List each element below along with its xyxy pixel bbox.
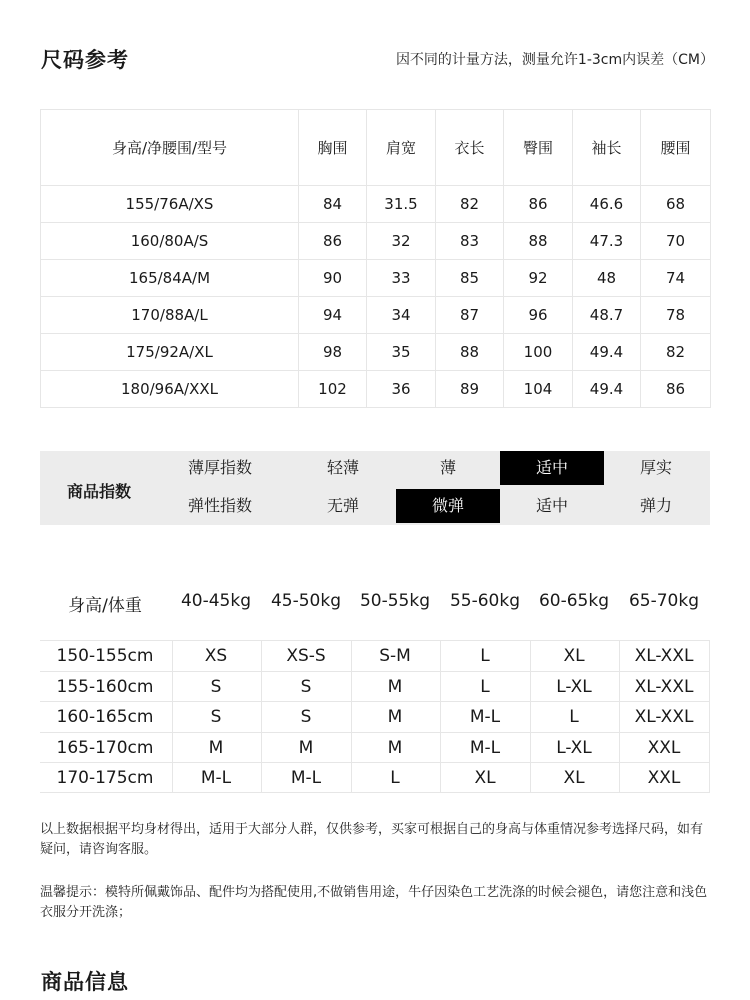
recommended-size-cell: L [390,768,400,788]
height-weight-header: 身高/体重 [68,596,142,616]
weight-range-header: 55-60kg [449,591,521,611]
recommended-size-cell: S [300,677,312,697]
recommended-size-cell: XL-XXL [634,707,694,727]
measurement-cell: 35 [367,334,436,371]
size-table [40,109,711,408]
weight-range-header: 40-45kg [180,591,252,611]
recommended-size-cell: XL [563,768,585,788]
size-code-cell: 170/88A/L [41,297,299,334]
measurement-cell: 70 [641,223,711,260]
measurement-cell: 86 [299,223,367,260]
weight-range-header: 45-50kg [270,591,342,611]
thickness-option: 厚实 [639,458,672,477]
header-cell: 胸围 [299,110,367,186]
recommended-size-cell: XL-XXL [634,677,694,697]
measurement-cell: 96 [504,297,573,334]
thickness-option: 薄 [439,458,456,477]
size-code-cell: 180/96A/XXL [41,371,299,408]
measurement-cell: 49.4 [573,371,641,408]
recommended-size-cell: XXL [647,738,681,758]
thickness-option: 轻薄 [326,458,359,477]
data-note: 以上数据根据平均身材得出，适用于大部分人群，仅供参考，买家可根据自己的身高与体重情况参考选择尺码，如有疑问，请咨询客服。 [40,822,704,857]
header-cell: 袖长 [573,110,641,186]
recommended-size-cell: M [298,738,314,758]
product-index-label: 商品指数 [67,482,132,501]
recommended-size-cell: M [387,738,403,758]
height-range-cell: 165-170cm [56,738,154,758]
size-code-cell: 175/92A/XL [41,334,299,371]
warm-tip: 温馨提示：模特所佩戴饰品、配件均为搭配使用,不做销售用途，牛仔因染色工艺洗涤的时候会褪色，请您注意和浅色衣服分开洗涤； [40,885,708,920]
size-table-row [41,334,711,371]
height-range-cell: 155-160cm [56,677,154,697]
size-code-cell: 160/80A/S [41,223,299,260]
recommended-size-cell: S [300,707,312,727]
height-range-cell: 170-175cm [56,768,154,788]
size-reference-title: 尺码参考 [41,48,129,72]
recommended-size-cell: XS [204,646,228,666]
weight-range-header: 65-70kg [628,591,700,611]
recommended-size-cell: S [210,707,222,727]
header-cell: 臀围 [504,110,573,186]
recommended-size-cell: XL [474,768,496,788]
height-range-cell: 150-155cm [56,646,154,666]
header-cell: 肩宽 [367,110,436,186]
recommended-size-cell: M [208,738,224,758]
measurement-cell: 90 [299,260,367,297]
measurement-cell: 68 [641,186,711,223]
measurement-cell: 48.7 [573,297,641,334]
recommended-size-cell: M [387,677,403,697]
size-table-row [41,260,711,297]
recommended-size-cell: L [480,646,490,666]
elasticity-option-selected: 微弹 [396,489,500,523]
size-code-cell: 165/84A/M [41,260,299,297]
measurement-cell: 88 [436,334,504,371]
size-table-row [41,223,711,260]
recommended-size-cell: L [480,677,490,697]
measurement-cell: 104 [504,371,573,408]
product-info-title: 商品信息 [41,970,129,994]
measurement-cell: 92 [504,260,573,297]
recommended-size-cell: S [210,677,222,697]
recommended-size-cell: M-L [290,768,322,788]
recommended-size-cell: S-M [379,646,411,666]
recommended-size-cell: L-XL [556,677,592,697]
recommended-size-cell: XS-S [286,646,326,666]
measurement-cell: 88 [504,223,573,260]
measurement-cell: 94 [299,297,367,334]
size-table-row [41,371,711,408]
height-range-cell: 160-165cm [56,707,154,727]
size-table-header-row [41,110,711,186]
header-cell: 衣长 [436,110,504,186]
elasticity-option: 弹力 [639,496,672,515]
product-index-panel [40,451,710,525]
header-cell: 身高/净腰围/型号 [41,110,299,186]
measurement-cell: 89 [436,371,504,408]
measurement-cell: 31.5 [367,186,436,223]
size-code-cell: 155/76A/XS [41,186,299,223]
thickness-option-selected: 适中 [500,451,604,485]
measurement-cell: 36 [367,371,436,408]
weight-range-header: 50-55kg [359,591,431,611]
recommended-size-cell: L-XL [556,738,592,758]
measurement-cell: 33 [367,260,436,297]
measurement-cell: 82 [641,334,711,371]
measurement-cell: 47.3 [573,223,641,260]
header-cell: 腰围 [641,110,711,186]
measurement-cell: 49.4 [573,334,641,371]
recommended-size-cell: XXL [647,768,681,788]
elasticity-option: 适中 [535,496,568,515]
thickness-index-name: 薄厚指数 [187,458,252,477]
elasticity-option: 无弹 [326,496,359,515]
measurement-cell: 46.6 [573,186,641,223]
measurement-cell: 85 [436,260,504,297]
measurement-cell: 86 [641,371,711,408]
measurement-cell: 34 [367,297,436,334]
measurement-cell: 82 [436,186,504,223]
measurement-cell: 84 [299,186,367,223]
recommended-size-cell: M-L [200,768,232,788]
recommended-size-cell: XL [563,646,585,666]
measurement-cell: 48 [573,260,641,297]
recommended-size-cell: M [387,707,403,727]
size-table-row [41,297,711,334]
measurement-cell: 98 [299,334,367,371]
recommended-size-cell: L [569,707,579,727]
measurement-cell: 86 [504,186,573,223]
measurement-cell: 100 [504,334,573,371]
measurement-cell: 83 [436,223,504,260]
measurement-cell: 74 [641,260,711,297]
measurement-cell: 102 [299,371,367,408]
measurement-note: 因不同的计量方法，测量允许1-3cm内误差（CM） [395,52,714,68]
measurement-cell: 78 [641,297,711,334]
measurement-cell: 32 [367,223,436,260]
recommended-size-cell: M-L [469,738,501,758]
elasticity-index-name: 弹性指数 [187,496,252,515]
weight-range-header: 60-65kg [538,591,610,611]
recommended-size-cell: M-L [469,707,501,727]
size-table-row [41,186,711,223]
measurement-cell: 87 [436,297,504,334]
recommended-size-cell: XL-XXL [634,646,694,666]
